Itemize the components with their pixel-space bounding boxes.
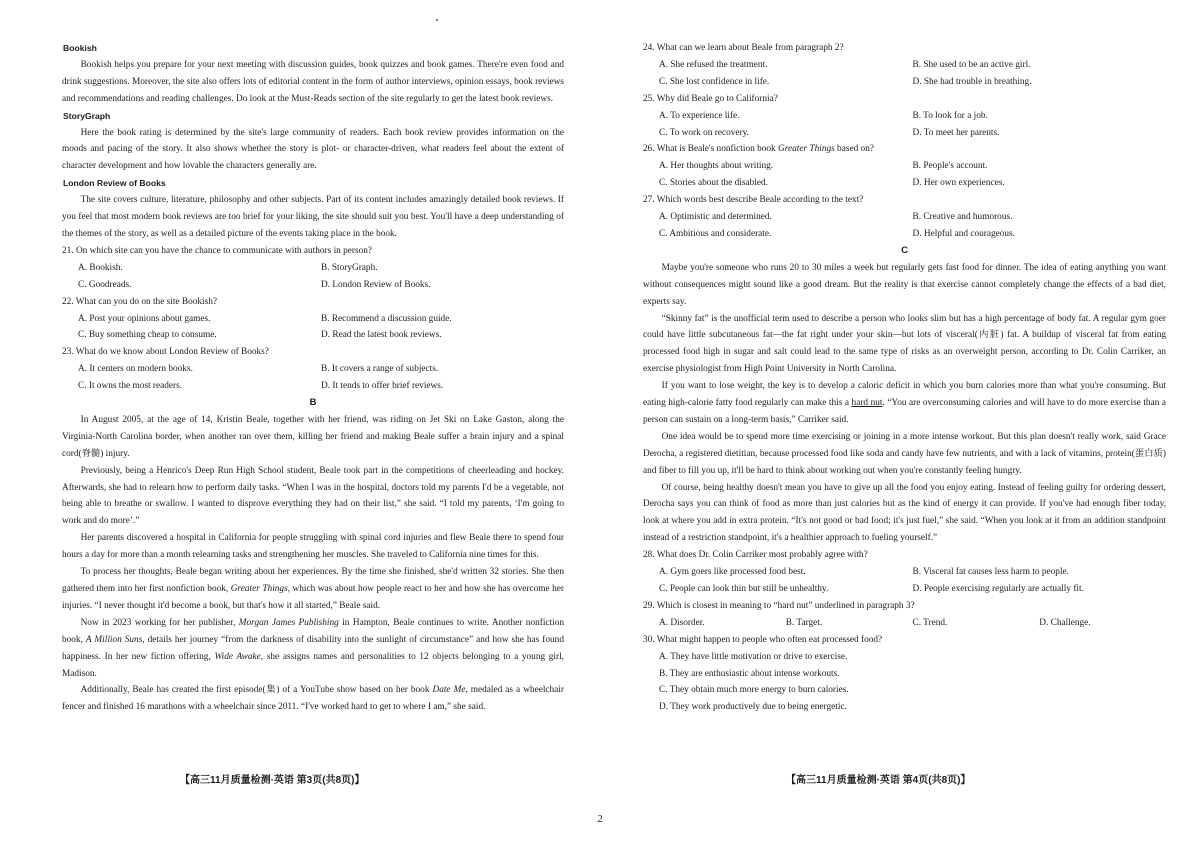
question-30: 30. What might happen to people who often eat processed food? (643, 634, 883, 645)
paragraph-bookish: Bookish helps you prepare for your next meeting with discussion guides, book quizzes and book games. There're even food and drink suggestions. Moreover, the site also offers lots of editorial content in the form of author interviews, opinion essays, book reviews and recommendations and reading challenges. Do look at the Must-Reads section of the site regularly to get the latest book reviews. (62, 59, 564, 104)
option: A. Optimistic and determined. (659, 212, 772, 223)
passage-b-paragraph-5 (62, 615, 564, 683)
question-30-options (643, 649, 1166, 717)
option: C. People can look thin but still be unhealthy. (659, 584, 829, 594)
text-run: If you want to lose weight, the key is to develop a caloric deficit in which you burn calories more than what you're consuming. But eating high-calorie fatty food regularly can make this a (643, 381, 1166, 409)
option: C. Trend. (912, 617, 948, 628)
passage-c-paragraph-3 (643, 378, 1166, 429)
text-run: , which was about how people react to her and how she has overcome her injuries. “I never thought it'd become a book, but that's how it all started,” Beale said. (62, 584, 564, 611)
heading-bookish: Bookish (63, 43, 97, 53)
book-title: Greater Things (230, 584, 288, 594)
option: A. Her thoughts about writing. (659, 161, 774, 172)
question-22: 22. What can you do on the site Bookish? (62, 296, 218, 307)
option: B. StoryGraph. (321, 262, 378, 273)
passage-c-paragraph-2: “Skinny fat” is the unofficial term used to describe a person who looks slim but has a high percentage of body fat. A regular gym goer could have little subcutaneous fat—the fat right under your skin—but lots of visceral(内脏) fat. A buildup of visceral fat from eating processed food high in sugar and salt could lead to the same type of risks as an overweight person, according to Dr. Colin Carriker, an exercise physiologist from High Point University in North Carolina. (643, 313, 1166, 375)
option: A. To experience life. (659, 110, 740, 121)
paragraph-london-review: The site covers culture, literature, philosophy and other subjects. Part of its content includes amazingly detailed book reviews. If you feel that most modern book reviews are too brief for your liking, the site should suit you best. You'll have a deep understanding of the themes of the story, as well as a detailed picture of the events taking place in the book. (62, 195, 564, 239)
question-21: 21. On which site can you have the chance to communicate with authors in person? (62, 245, 373, 256)
book-title: Date Me (432, 685, 466, 696)
question-26-options (643, 158, 1166, 192)
text-run: 26. What is Beale's nonfiction book (643, 144, 778, 155)
option: B. They are enthusiastic about intense workouts. (659, 668, 840, 679)
question-22-options (62, 311, 564, 345)
question-28-options (643, 564, 1166, 598)
heading-storygraph: StoryGraph (63, 110, 111, 121)
text-run: Now in 2023 working for her publisher, (80, 617, 239, 628)
question-26 (643, 141, 1166, 158)
option: D. Helpful and courageous. (912, 228, 1015, 239)
question-21-options (62, 260, 564, 294)
question-27: 27. Which words best describe Beale according to the text? (643, 195, 864, 206)
option: D. She had trouble in breathing. (912, 76, 1032, 87)
page-footer-right: 【高三11月质量检测·英语 第4页(共8页)】 (786, 775, 971, 786)
paragraph-storygraph: Here the book rating is determined by the site's large community of readers. Each book review provides information on the moods and pacing of the story. It also shows whether the story is plot- or character-driven, what readers feel about the extent of character development and how lovable the characters generally are. (62, 127, 564, 172)
question-24-options (643, 57, 1166, 91)
heading-london-review: London Review of Books (63, 178, 166, 189)
option: D. They work productively due to being energetic. (659, 702, 847, 713)
question-23-options (62, 361, 564, 395)
passage-b-paragraph-3: Her parents discovered a hospital in California for people struggling with spinal cord injuries and flew Beale there to spend four hours a day for more than a month relearning tasks and strengthening her muscles. She traveled to California nine times for this. (62, 533, 564, 561)
passage-b-paragraph-1: In August 2005, at the age of 14, Kristin Beale, together with her friend, was riding on Jet Ski on Lake Gaston, along the Virginia-North Carolina border, when another ran over them, killing her friend and making Beale suffer a brain injury and a spinal cord(脊髓) injury. (62, 414, 564, 459)
option: D. Read the latest book reviews. (321, 330, 442, 341)
text-run: Additionally, Beale has created the first episode(集) of a YouTube show based on her book (80, 685, 433, 696)
scan-speck (436, 19, 438, 21)
option: A. Gym goers like processed food best. (659, 567, 806, 578)
left-page-column (62, 40, 564, 716)
text-run: in Hampton, Beale continues to write. Another nonfiction book, (62, 617, 565, 645)
section-c-heading: C (901, 244, 908, 256)
option: B. Creative and humorous. (912, 212, 1013, 223)
text-run: , medaled as a wheelchair fencer and finished 16 marathons with a wheelchair since 2011. “I've worked hard to get to where I am,” she said. (62, 685, 564, 713)
option: C. Buy something cheap to consume. (78, 330, 217, 341)
option: B. She used to be an active girl. (912, 59, 1031, 70)
option: A. They have little motivation or drive to exercise. (659, 651, 848, 662)
option: C. Goodreads. (78, 279, 132, 290)
book-title: Greater Things (778, 144, 835, 155)
text-run: . “You are overconsuming calories and will have to do more exercise than a person can sustain on a long-term basis,” Carriker said. (643, 398, 1166, 425)
underlined-phrase: hard nut (851, 398, 883, 409)
question-24: 24. What can we learn about Beale from paragraph 2? (643, 43, 844, 53)
question-28: 28. What does Dr. Colin Carriker most probably agree with? (643, 550, 868, 561)
option: B. Visceral fat causes less harm to people. (912, 567, 1069, 578)
text-run: , details her journey “from the darkness of disability into the sunlight of circumstance” and how she has found happiness. In her new fiction offering, (62, 634, 564, 662)
option: B. People's account. (912, 161, 988, 172)
passage-b-paragraph-2: Previously, being a Henrico's Deep Run High School student, Beale took part in the competitions of cheerleading and hockey. Afterwards, she had to relearn how to perform daily tasks. “When I was in the hospital, doctors told my parents I'd be a vegetable, not being able to breathe or swallow. I wanted to disprove everything they had on their list,” she said. “I told my parents, ‘I'm going to work and do more’.” (62, 465, 564, 527)
option: B. It covers a range of subjects. (321, 364, 439, 375)
passage-c-paragraph-5: Of course, being healthy doesn't mean you have to give up all the food you enjoy eating. Instead of feeling guilty for ordering dessert, Derocha says you can think of food as more than just calories but as the kind of energy it can provide. If you've had enough fiber today, look at where you add in extra protein. “It's not good or bad food; it's just fuel,” she said. “When you look at it from an addition standpoint instead of a restriction standpoint, it's a healthier approach to fueling yourself.” (643, 482, 1166, 544)
option: D. London Review of Books. (321, 279, 431, 290)
option: A. It centers on modern books. (78, 364, 193, 375)
question-23: 23. What do we know about London Review of Books? (62, 347, 269, 358)
section-b-heading: B (309, 397, 317, 409)
page-footer-left: 【高三11月质量检测·英语 第3页(共8页)】 (180, 775, 365, 786)
option: D. Challenge. (1039, 617, 1091, 628)
book-title: Wide Awake (214, 651, 261, 662)
option: C. Stories about the disabled. (659, 178, 768, 189)
option: C. It owns the most readers. (78, 381, 183, 392)
text-run: , she assigns names and personalities to 12 objects belonging to a young girl, Madison. (62, 651, 565, 679)
option: A. Post your opinions about games. (78, 313, 211, 324)
text-run: To process her thoughts, Beale began writing about her experiences. By the time she finished, she'd written 32 stories. She then gathered them into her first nonfiction book, (62, 567, 564, 594)
option: A. She refused the treatment. (659, 59, 768, 70)
passage-c-paragraph-4: One idea would be to spend more time exercising or joining in a more intense workout. But this plan doesn't really work, said Grace Derocha, a registered dietitian, because processed food like soda and candy have few nutrients, and with a lack of vitamins, protein(蛋白质) and fiber to fill you up, it'll be hard to think about working out when you're constantly feeling hungry. (643, 431, 1166, 476)
option: D. People exercising regularly are actually fit. (912, 584, 1084, 594)
option: D. To meet her parents. (912, 127, 1000, 138)
option: A. Disorder. (659, 617, 705, 628)
sheet-page-number: 2 (597, 813, 603, 825)
question-29: 29. Which is closest in meaning to “hard nut” underlined in paragraph 3? (643, 600, 915, 611)
right-page-column (643, 40, 1166, 716)
passage-c-paragraph-1: Maybe you're someone who runs 20 to 30 miles a week but regularly gets fast food for dinner. The idea of eating anything you want without consequences might sound like a good dream. But the reality is that exercise cannot completely change the effects of a bad diet, experts say. (643, 262, 1166, 307)
option: A. Bookish. (78, 262, 123, 273)
option: C. Ambitious and considerate. (659, 228, 772, 239)
option: B. Recommend a discussion guide. (321, 313, 452, 324)
passage-b-paragraph-4 (62, 564, 564, 615)
option: C. To work on recovery. (659, 127, 749, 138)
question-27-options (643, 209, 1166, 243)
question-29-options (643, 615, 1166, 632)
text-run: based on? (834, 144, 874, 155)
question-25-options (643, 108, 1166, 142)
option: C. They obtain much more energy to burn calories. (659, 685, 849, 696)
option: D. It tends to offer brief reviews. (321, 381, 444, 392)
option: B. To look for a job. (912, 110, 988, 121)
publisher-name: Morgan James Publishing (238, 617, 339, 628)
passage-b-paragraph-6 (62, 682, 564, 716)
question-25: 25. Why did Beale go to California? (643, 93, 778, 104)
option: D. Her own experiences. (912, 178, 1005, 189)
option: C. She lost confidence in life. (659, 76, 770, 87)
option: B. Target. (785, 617, 823, 628)
book-title: A Million Suns (85, 634, 143, 645)
